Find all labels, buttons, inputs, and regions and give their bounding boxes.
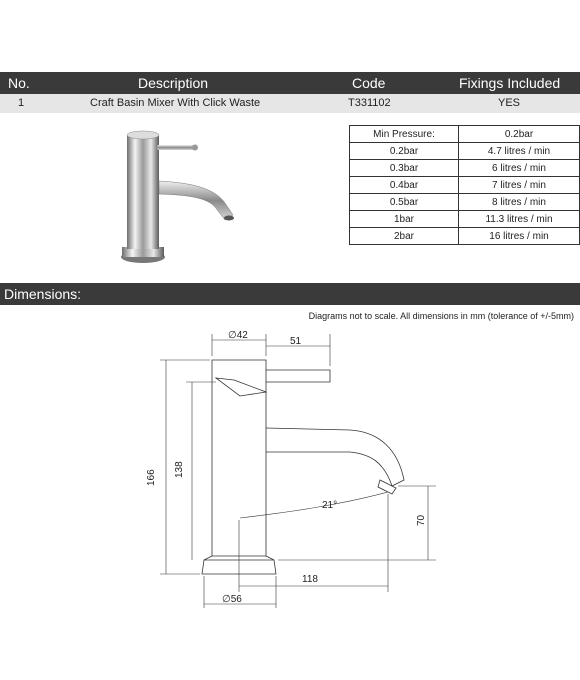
handle-outline [266,370,330,382]
product-fixings: YES [498,97,521,109]
pressure-label: 0.5bar [350,194,459,211]
product-description: Craft Basin Mixer With Click Waste [90,97,261,109]
table-row [350,160,580,177]
table-row [350,143,580,160]
product-code: T331102 [348,97,391,109]
dimensions-title: Dimensions: [4,286,82,302]
flow-value: 0.2bar [459,126,580,143]
dim-reach: 118 [302,574,318,585]
dim-height-total: 166 [146,469,157,486]
pressure-label: 2bar [350,228,459,245]
dim-handle: 51 [290,336,302,347]
header-no: No. [8,75,30,91]
table-row [350,211,580,228]
table-header [0,72,580,94]
table-row [350,194,580,211]
product-row [0,94,580,113]
dimensions-header [0,283,580,305]
pressure-label: 0.3bar [350,160,459,177]
header-code: Code [352,75,386,91]
pressure-flow-table [349,125,580,245]
flow-value: 8 litres / min [459,194,580,211]
pressure-label: 1bar [350,211,459,228]
flow-value: 6 litres / min [459,160,580,177]
dim-height-body: 138 [174,461,185,478]
pressure-label: Min Pressure: [350,126,459,143]
spout-outline [266,428,404,486]
product-no: 1 [18,97,25,109]
pressure-label: 0.2bar [350,143,459,160]
flow-value: 16 litres / min [459,228,580,245]
flow-value: 4.7 litres / min [459,143,580,160]
dimension-drawing [140,320,440,620]
header-fixings: Fixings Included [459,75,561,91]
dim-diameter-base: ∅56 [222,594,242,605]
basin-mixer-image [115,123,255,273]
aerator-outline [378,480,396,494]
dim-diameter-top: ∅42 [228,330,248,341]
dim-angle: 21° [322,500,338,511]
dimensions-note: Diagrams not to scale. All dimensions in mm (tolerance of +/-5mm) [308,311,574,321]
header-description: Description [138,75,209,91]
table-row [350,126,580,143]
flow-value: 7 litres / min [459,177,580,194]
pressure-label: 0.4bar [350,177,459,194]
flow-value: 11.3 litres / min [459,211,580,228]
table-row [350,228,580,245]
handle-lever-outline [216,378,266,396]
dim-spout-height: 70 [416,514,427,526]
table-row [350,177,580,194]
